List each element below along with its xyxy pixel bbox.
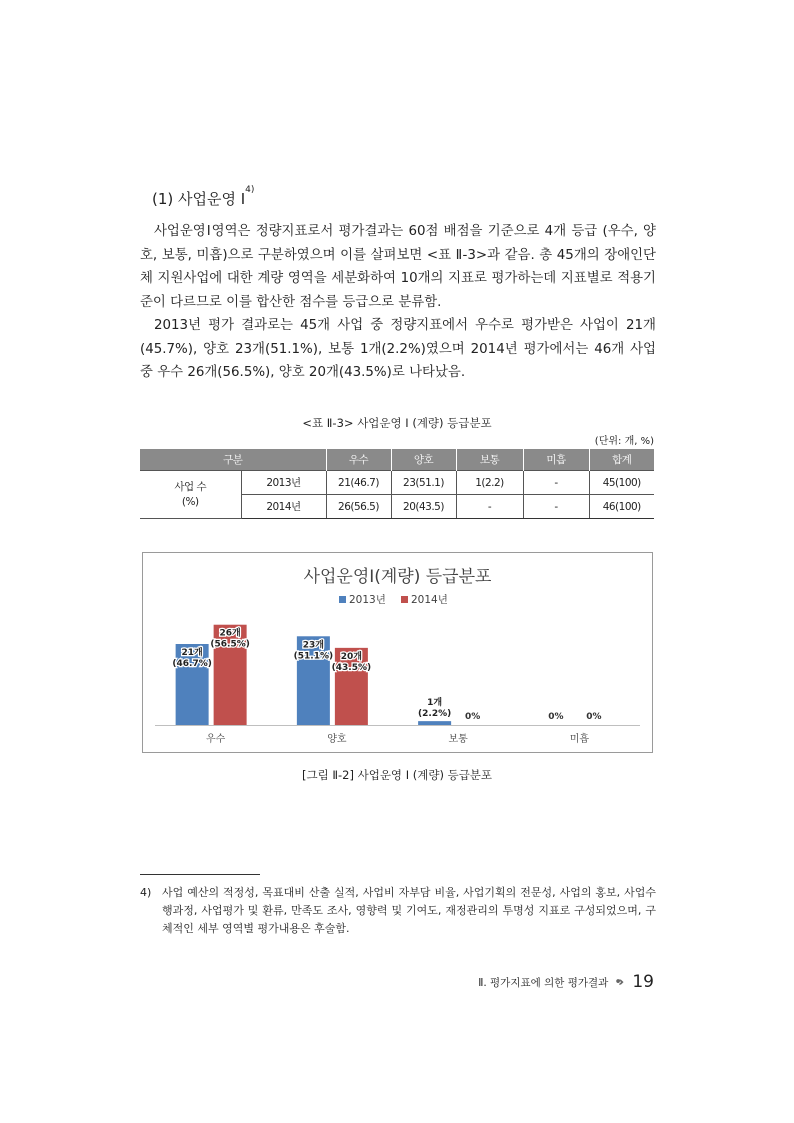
x-tick-label: 미흡 xyxy=(569,734,590,745)
data-label: 0% xyxy=(464,712,481,722)
header-poor: 미흡 xyxy=(523,449,589,471)
chevron-right-icon: •›› xyxy=(614,974,621,990)
x-tick-label: 양호 xyxy=(327,734,347,745)
bar-2013년-보통 xyxy=(418,721,451,725)
data-label: 1개 xyxy=(427,698,443,709)
figure-caption: [그림 Ⅱ-2] 사업운영 Ⅰ (계량) 등급분포 xyxy=(301,768,493,782)
data-label: (46.7%) xyxy=(172,659,212,669)
data-label: 26개 xyxy=(219,628,241,639)
data-label: 20개 xyxy=(340,651,362,662)
table-caption: <표 Ⅱ-3> 사업운영 Ⅰ (계량) 등급분포 xyxy=(302,416,492,430)
header-category: 구분 xyxy=(140,449,326,471)
legend-label: 2013년 xyxy=(349,594,386,606)
data-label: (56.5%) xyxy=(210,639,250,650)
table-cell: - xyxy=(456,495,523,519)
data-label: 21개 xyxy=(181,648,203,658)
data-label: (2.2%) xyxy=(418,709,452,720)
footnote-ref: 4) xyxy=(245,185,255,195)
table-cell: - xyxy=(523,471,589,495)
footnote-divider xyxy=(140,874,260,875)
page-number: 19 xyxy=(632,972,654,992)
footnote-text: 사업 예산의 적정성, 목표대비 산출 실적, 사업비 자부담 비율, 사업기획의 전문성, 사업의 홍보, 사업수행과정, 사업평가 및 환류, 만족도 조사, 영향력 및 기여도, 재정관리의 투명성 지표로 구성되었으며, 구체적인 세부 영역별 평가내용은 후술함. xyxy=(162,886,656,935)
paragraph-1: 사업운영Ⅰ영역은 정량지표로서 평가결과는 60점 배점을 기준으로 4개 등급 (우수, 양호, 보통, 미흡)으로 구분하였으며 이를 살펴보면 <표 Ⅱ-3>과 같음. 총 45개의 장애인단체 지원사업에 대한 계량 영역을 세분화하여 10개의 지표로 평가하는데 지표별로 적용기준이 다르므로 이를 합산한 점수를 등급으로 분류함. xyxy=(140,224,656,310)
legend-label: 2014년 xyxy=(411,594,448,606)
table-cell: 26(56.5) xyxy=(326,495,391,519)
legend-swatch xyxy=(339,596,346,603)
footnote-number: 4) xyxy=(140,886,152,899)
data-label: 0% xyxy=(586,712,602,722)
table-cell: 20(43.5) xyxy=(391,495,456,519)
row-label-line1: 사업 수 xyxy=(174,480,207,493)
section-title-text: (1) 사업운영 Ⅰ xyxy=(152,190,246,208)
legend-swatch xyxy=(401,596,408,603)
table-cell: 21(46.7) xyxy=(326,471,391,495)
chart-title: 사업운영Ⅰ(계량) 등급분포 xyxy=(303,567,492,587)
table-header-row xyxy=(140,449,654,471)
running-footer xyxy=(478,972,654,992)
table-cell: 46(100) xyxy=(589,495,654,519)
table-unit: (단위: 개, %) xyxy=(594,436,654,447)
data-label: 23개 xyxy=(302,640,324,651)
table-cell: - xyxy=(523,495,589,519)
x-tick-label: 우수 xyxy=(205,734,226,745)
bar-chart xyxy=(143,553,652,752)
data-label: 0% xyxy=(548,712,564,722)
paragraph-2: 2013년 평가 결과로는 45개 사업 중 정량지표에서 우수로 평가받은 사업이 21개 (45.7%), 양호 23개(51.1%), 보통 1개(2.2%)였으며 2014년 평가에서는 46개 사업 중 우수 26개(56.5%), 양호 20개(43.5%)로 나타났음. xyxy=(140,318,656,380)
section-title xyxy=(152,185,255,209)
running-header-text: Ⅱ. 평가지표에 의한 평가결과 xyxy=(478,976,609,989)
data-label: (51.1%) xyxy=(293,651,334,662)
x-tick-label: 보통 xyxy=(448,734,468,745)
data-label: (43.5%) xyxy=(331,662,372,673)
table-cell: 45(100) xyxy=(589,471,654,495)
footnote xyxy=(140,884,656,938)
header-excellent: 우수 xyxy=(326,449,391,471)
header-total: 합계 xyxy=(589,449,654,471)
table-row xyxy=(140,471,654,495)
chart-frame xyxy=(142,552,653,753)
row-year: 2013년 xyxy=(241,471,326,495)
header-good: 양호 xyxy=(391,449,456,471)
grade-table xyxy=(140,449,654,519)
table-cell: 23(51.1) xyxy=(391,471,456,495)
header-average: 보통 xyxy=(456,449,523,471)
row-year: 2014년 xyxy=(241,495,326,519)
row-label xyxy=(140,471,241,519)
row-label-line2: (%) xyxy=(181,495,199,508)
table-cell: 1(2.2) xyxy=(456,471,523,495)
